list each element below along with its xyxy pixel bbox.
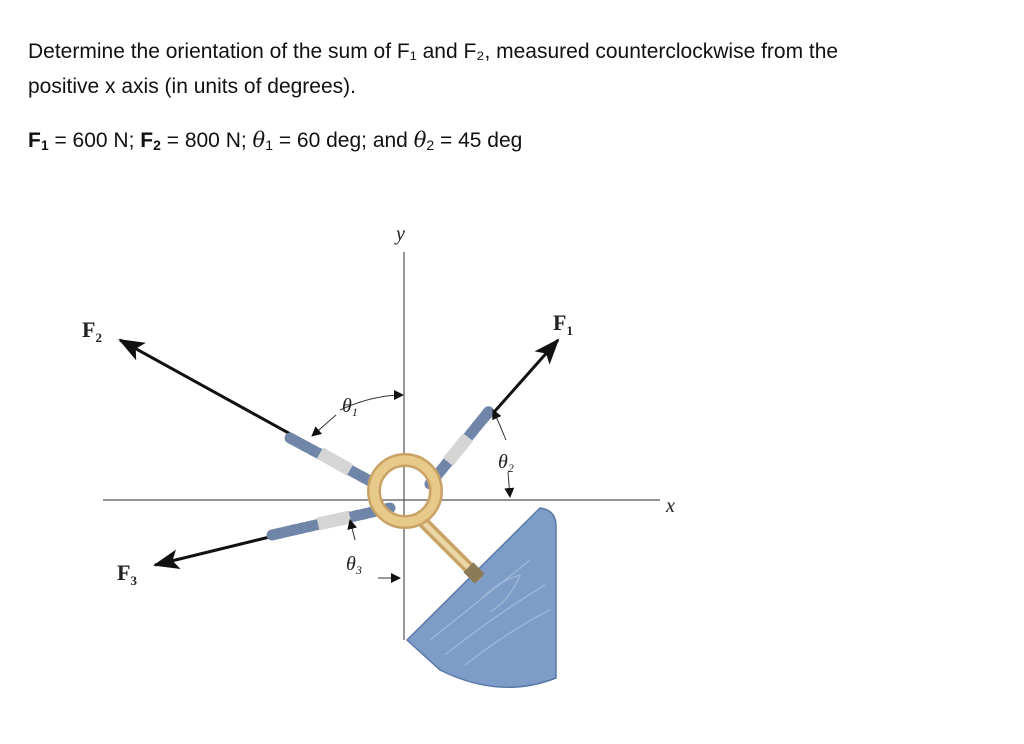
- f2-label: $F_2$: [82, 317, 102, 345]
- given-f1-symbol: F: [28, 129, 41, 152]
- question-line-1: Determine the orientation of the sum of F₁ and F₂, measured counterclockwise from the: [28, 40, 839, 63]
- given-theta1-value: = 60 deg; and: [272, 129, 414, 152]
- theta1-tick: [312, 415, 336, 436]
- theta1-label: $\theta_1$: [342, 395, 358, 419]
- question-line-2: positive x axis (in units of degrees).: [28, 75, 356, 98]
- f1-label: $F_1$: [553, 310, 573, 338]
- given-theta2-symbol: θ: [413, 128, 427, 152]
- given-f2-value: = 800 N;: [160, 129, 253, 152]
- sleeve-f3: [318, 517, 350, 524]
- theta2-arc: [508, 472, 510, 497]
- given-theta1-subscript: 1: [265, 137, 273, 153]
- given-f2-subscript: 2: [153, 137, 161, 153]
- sleeve-f2: [320, 453, 350, 470]
- given-f1-subscript: 1: [40, 137, 49, 153]
- y-axis-label: y: [396, 223, 405, 245]
- given-theta2-subscript: 2: [426, 137, 435, 153]
- given-f1-value: = 600 N;: [48, 129, 141, 152]
- given-f2-symbol: F: [140, 129, 154, 152]
- given-theta2-value: = 45 deg: [434, 129, 523, 152]
- theta3-label: $\theta_3$: [346, 553, 362, 577]
- theta2-label: $\theta_2$: [498, 451, 514, 475]
- theta2-tick: [493, 410, 506, 440]
- theta3-tick: [350, 520, 355, 540]
- f3-label: $F_3$: [117, 560, 137, 588]
- sleeve-f1: [448, 437, 468, 462]
- x-axis-label: x: [666, 495, 675, 517]
- given-theta1-symbol: θ: [252, 128, 266, 152]
